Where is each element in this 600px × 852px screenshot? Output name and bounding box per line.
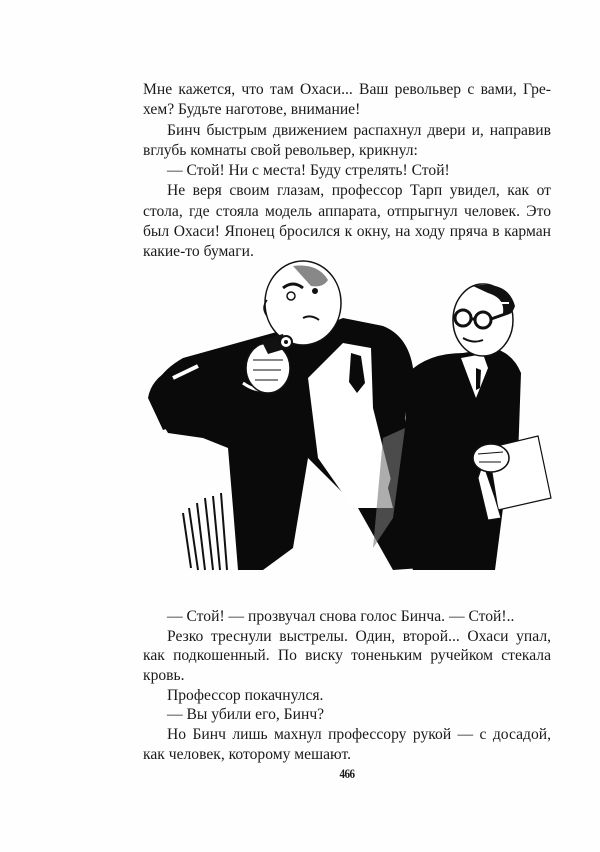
text-line: какие-то бумаги. — [143, 243, 254, 261]
text-line: Резко треснули выстрелы. Один, второй... Охаси упал, — [167, 627, 551, 645]
text-line: вглубь комнаты свой револьвер, крикнул: — [143, 141, 418, 159]
illustration — [143, 258, 553, 573]
illustration-drawing — [143, 258, 553, 573]
page-number: 466 — [339, 766, 355, 781]
text-line: — Стой! Ни с места! Буду стрелять! Стой! — [167, 162, 450, 180]
text-line: — Стой! — прозвучал снова голос Бинча. — Стой!.. — [167, 608, 515, 625]
bottom-text-block — [143, 607, 551, 765]
text-line: Не веря своим глазам, профессор Тарп увидел, как от — [167, 182, 551, 200]
text-line: как человек, которому мешают. — [143, 745, 351, 763]
text-line: Бинч быстрым движением распахнул двери и, направив — [167, 121, 551, 139]
text-line: Профессор покачнулся. — [167, 686, 324, 704]
text-line: был Охаси! Японец бросился к окну, на ходу пряча в карман — [143, 223, 551, 241]
text-line: Но Бинч лишь махнул профессору рукой — с досадой, — [167, 726, 551, 744]
text-line: Мне кажется, что там Охаси... Ваш револьвер с вами, Гре- — [143, 81, 551, 98]
top-text-block — [143, 80, 551, 263]
second-man-hand — [473, 444, 509, 472]
text-line: как подкошенный. По виску тоненьким ручейком стекала — [143, 647, 551, 665]
text-line: кровь. — [143, 667, 185, 685]
text-line: хем? Будьте наготове, внимание! — [143, 101, 361, 119]
text-line: стола, где стояла модель аппарата, отпрыгнул человек. Это — [143, 202, 551, 220]
text-line: — Вы убили его, Бинч? — [167, 706, 325, 724]
motion-lines — [183, 493, 227, 570]
